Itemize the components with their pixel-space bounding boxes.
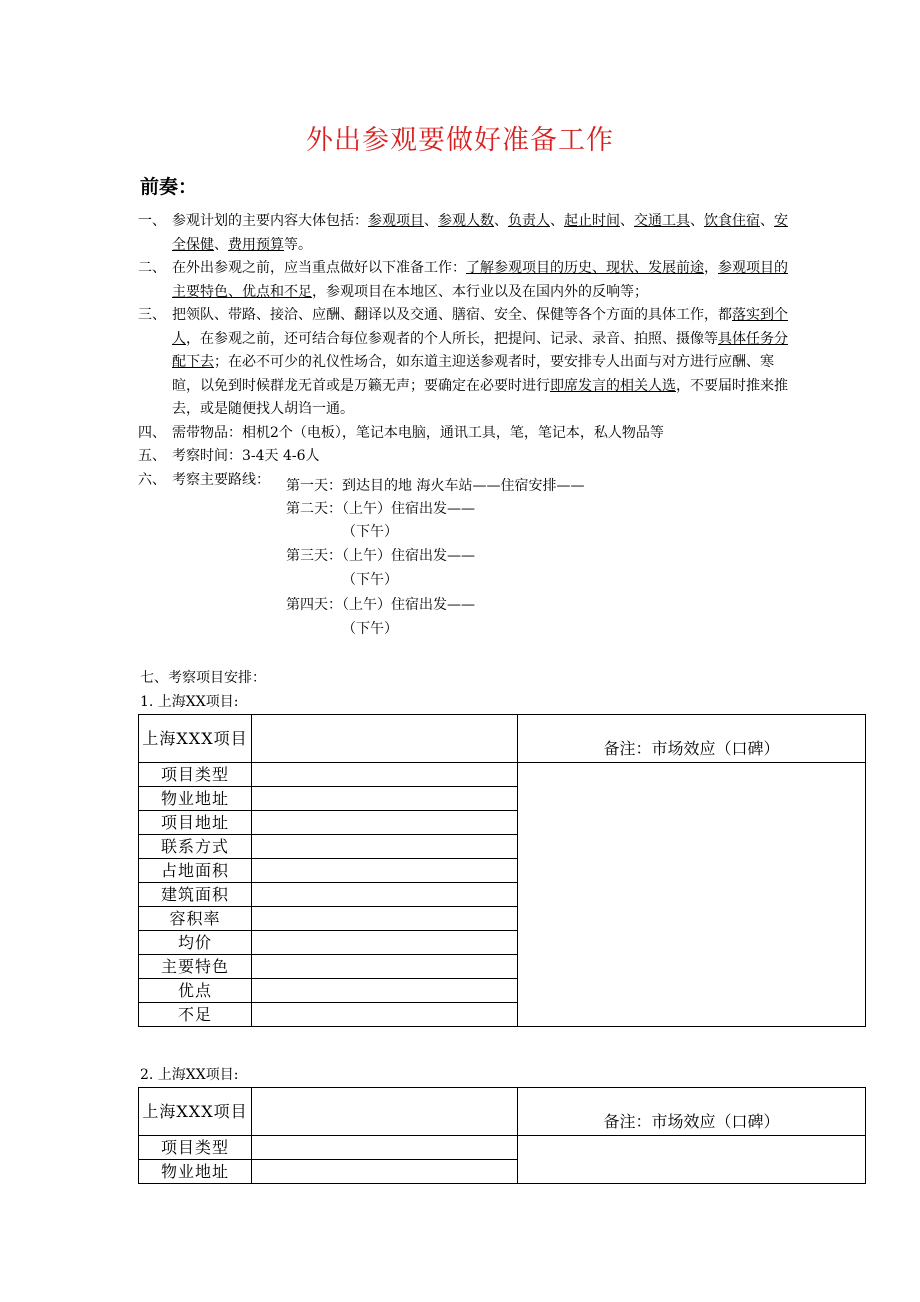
list-item-2: [138, 257, 788, 304]
value-cell: [252, 979, 518, 1003]
row-label: 项目类型: [139, 763, 252, 787]
value-cell: [252, 811, 518, 835]
note-content-cell: [518, 1136, 866, 1184]
table-row: [139, 1136, 866, 1160]
route-day-2: 第二天：（上午）住宿出发——: [286, 501, 475, 517]
project-name-cell: 上海XXX项目: [139, 1088, 252, 1136]
underlined-text: 了解参观项目的历史、现状、发展前途: [466, 260, 704, 276]
value-cell: [252, 1003, 518, 1027]
row-label: 项目地址: [139, 811, 252, 835]
item-text: 、: [760, 213, 774, 229]
project-2-table: [138, 1087, 866, 1184]
underlined-text: 参观人数: [438, 213, 494, 229]
content-body: [138, 210, 788, 492]
row-label: 占地面积: [139, 859, 252, 883]
route-day-1: 第一天：到达目的地 海火车站——住宿安排——: [286, 478, 585, 494]
route-day-4-afternoon: （下午）: [342, 621, 398, 637]
row-label: 物业地址: [139, 787, 252, 811]
item-text: ，不要届时推来推去，或是随便找人胡诌一通。: [172, 377, 788, 417]
underlined-text: 落实到个人: [172, 307, 788, 347]
item-number: 三、: [138, 307, 166, 323]
row-label: 项目类型: [139, 1136, 252, 1160]
project-1-table: [138, 714, 866, 1027]
row-label: 建筑面积: [139, 883, 252, 907]
table-row: [139, 1088, 866, 1136]
item-text: ，: [704, 260, 718, 276]
value-cell: [252, 1088, 518, 1136]
item-number: 六、: [138, 471, 166, 488]
underlined-text: 交通工具: [634, 213, 690, 229]
section-7-heading: 七、考察项目安排：: [140, 670, 266, 686]
route-day-2-afternoon: （下午）: [342, 524, 398, 540]
value-cell: [252, 835, 518, 859]
route-day-4: 第四天：（上午）住宿出发——: [286, 597, 475, 613]
value-cell: [252, 1136, 518, 1160]
project-1-label: 1. 上海XX项目:: [140, 694, 239, 710]
item-text: 参观计划的主要内容大体包括：: [172, 213, 368, 229]
underlined-text: 即席发言的相关人选: [550, 377, 676, 394]
underlined-text: 安全保健: [172, 213, 788, 253]
value-cell: [252, 883, 518, 907]
value-cell: [252, 931, 518, 955]
value-cell: [252, 787, 518, 811]
list-item-3: [138, 304, 788, 422]
row-label: 联系方式: [139, 835, 252, 859]
value-cell: [252, 763, 518, 787]
item-number: 二、: [138, 260, 166, 276]
route-day-3: 第三天：（上午）住宿出发——: [286, 548, 475, 564]
list-item-4: [138, 422, 788, 446]
value-cell: [252, 859, 518, 883]
row-label: 均价: [139, 931, 252, 955]
underlined-text: 参观项目的主要特色、优点和不足: [172, 260, 788, 300]
item-text: 把领队、带路、接洽、应酬、翻译以及交通、膳宿、安全、保健等各个方面的具体工作，都: [172, 307, 732, 323]
item-text: ，参观项目在本地区、本行业以及在国内外的反响等；: [312, 283, 648, 300]
underlined-text: 饮食住宿: [704, 213, 760, 229]
item-text: 等。: [284, 236, 312, 253]
row-label: 物业地址: [139, 1160, 252, 1184]
underlined-text: 负责人: [508, 213, 550, 229]
value-cell: [252, 1160, 518, 1184]
item-number: 四、: [138, 424, 166, 441]
row-label: 容积率: [139, 907, 252, 931]
item-text: 、: [424, 213, 438, 229]
item-text: ，在参观之前，还可结合每位参观者的个人所长，把提问、记录、录音、拍照、摄像等: [186, 330, 718, 347]
table-row: [139, 763, 866, 787]
document-title: 外出参观要做好准备工作: [306, 125, 614, 156]
value-cell: [252, 955, 518, 979]
value-cell: [252, 907, 518, 931]
note-cell: 备注：市场效应（口碑）: [518, 1088, 866, 1136]
item-text: ；在必不可少的礼仪性场合，如东道主迎送参观者时，要安排专人出面与对方进行应酬、寒暄，以免到时候群龙无首或是万籁无声；要确定在必要时进行: [172, 354, 774, 394]
value-cell: [252, 715, 518, 763]
project-name-cell: 上海XXX项目: [139, 715, 252, 763]
underlined-text: 具体任务分配下去: [172, 330, 788, 370]
item-text: 考察时间：3-4天 4-6人: [172, 448, 320, 464]
item-text: 、: [550, 213, 564, 229]
item-text: 、: [690, 213, 704, 229]
item-text: 、: [620, 213, 634, 229]
route-day-3-afternoon: （下午）: [342, 572, 398, 588]
item-number: 一、: [138, 213, 166, 229]
row-label: 优点: [139, 979, 252, 1003]
project-2-label: 2. 上海XX项目:: [140, 1067, 239, 1083]
underlined-text: 起止时间: [564, 213, 620, 229]
item-text: 、: [214, 236, 228, 253]
row-label: 不足: [139, 1003, 252, 1027]
item-number: 五、: [138, 448, 166, 464]
table-row: [139, 715, 866, 763]
list-item-1: [138, 210, 788, 257]
list-item-5: [138, 445, 788, 469]
underlined-text: 费用预算: [228, 236, 284, 253]
underlined-text: 参观项目: [368, 213, 424, 229]
item-text: 、: [494, 213, 508, 229]
item-text: 考察主要路线：: [172, 471, 270, 488]
row-label: 主要特色: [139, 955, 252, 979]
prelude-heading: 前奏：: [140, 176, 198, 198]
note-cell: 备注：市场效应（口碑）: [518, 715, 866, 763]
item-text: 在外出参观之前，应当重点做好以下准备工作：: [172, 260, 466, 276]
note-content-cell: [518, 763, 866, 1027]
item-text: 需带物品：相机2个（电板），笔记本电脑，通讯工具，笔，笔记本，私人物品等: [172, 424, 664, 441]
